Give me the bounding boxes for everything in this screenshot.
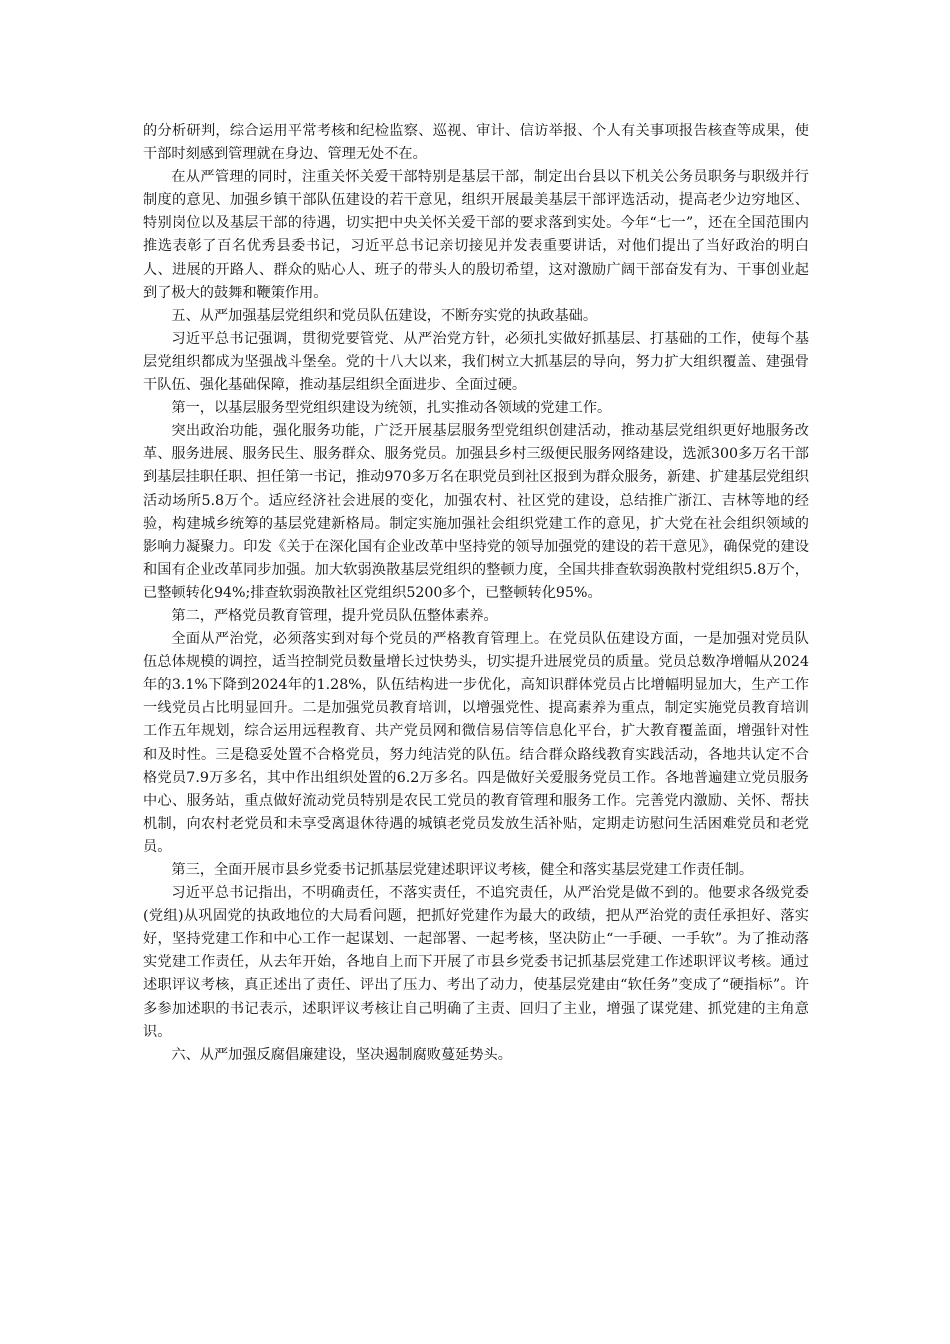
- document-body: [143, 120, 809, 1067]
- section-heading-6: 六、从严加强反腐倡廉建设，坚决遏制腐败蔓延势头。: [171, 1046, 512, 1063]
- paragraph-member-education: 全面从严治党，必须落实到对每个党员的严格教育管理上。在党员队伍建设方面，一是加强对党员队伍总体规模的调控，适当控制党员数量增长过快势头，切实提升进展党员的质量。党员总数净增幅从2024年的3.1%下降到2024年的1.28%，队伍结构进一步优化，高知识群体党员占比增幅明显加大，生产工作一线党员占比明显回升。二是加强党员教育培训，以增强党性、提高素养为重点，制定实施党员教育培训工作五年规划，综合运用远程教育、共产党员网和微信易信等信息化平台，扩大教育覆盖面，增强针对性和及时性。三是稳妥处置不合格党员，努力纯洁党的队伍。结合群众路线教育实践活动，各地共认定不合格党员7.9万多名，其中作出组织处置的6.2万多名。四是做好关爱服务党员工作。各地普遍建立党员服务中心、服务站，重点做好流动党员特别是农民工党员的教育管理和服务工作。完善党内激励、关怀、帮扶机制，向农村老党员和未享受离退休待遇的城镇老党员发放生活补贴，定期走访慰问生活困难党员和老党员。: [143, 631, 809, 855]
- paragraph-continuation: 的分析研判，综合运用平常考核和纪检监察、巡视、审计、信访举报、个人有关事项报告核查等成果，使干部时刻感到管理就在身边、管理无处不在。: [143, 123, 809, 163]
- subheading-first: 第一，以基层服务型党组织建设为统领，扎实推动各领域的党建工作。: [171, 400, 612, 417]
- subheading-second: 第二，严格党员教育管理，提升党员队伍整体素养。: [171, 607, 498, 624]
- paragraph-responsibility: 习近平总书记指出，不明确责任，不落实责任，不追究责任，从严治党是做不到的。他要求各级党委(党组)从巩固党的执政地位的大局看问题，把抓好党建作为最大的政绩，把从严治党的责任承担好、落实好，坚持党建工作和中心工作一起谋划、一起部署、一起考核，坚决防止“一手硬、一手软”。为了推动落实党建工作责任，从去年开始，各地自上而下开展了市县乡党委书记抓基层党建工作述职评议考核。通过述职评议考核，真正述出了责任、评出了压力、考出了动力，使基层党建由“软任务”变成了“硬指标”。许多参加述职的书记表示，述职评议考核让自己明确了主责、回归了主业，增强了谋党建、抓党建的主角意识。: [143, 885, 809, 1040]
- paragraph-service-organizations: 突出政治功能，强化服务功能，广泛开展基层服务型党组织创建活动，推动基层党组织更好地服务改革、服务进展、服务民生、服务群众、服务党员。加强县乡村三级便民服务网络建设，选派300多万名干部到基层挂职任职、担任第一书记，推动970多万名在职党员到社区报到为群众服务，新建、扩建基层党组织活动场所5.8万个。适应经济社会进展的变化，加强农村、社区党的建设，总结推广浙江、吉林等地的经验，构建城乡统筹的基层党建新格局。制定实施加强社会组织党建工作的意见，扩大党在社会组织领域的影响力凝聚力。印发《关于在深化国有企业改革中坚持党的领导加强党的建设的若干意见》，确保党的建设和国有企业改革同步加强。加大软弱涣散基层党组织的整顿力度，全国共排查软弱涣散村党组织5.8万个，已整顿转化94%;排查软弱涣散社区党组织5200多个，已整顿转化95%。: [143, 423, 809, 601]
- section-heading-5: 五、从严加强基层党组织和党员队伍建设，不断夯实党的执政基础。: [171, 307, 598, 324]
- subheading-third: 第三，全面开展市县乡党委书记抓基层党建述职评议考核，健全和落实基层党建工作责任制。: [171, 862, 754, 878]
- paragraph-grassroots-intro: 习近平总书记强调，贯彻党要管党、从严治党方针，必须扎实做好抓基层、打基础的工作，使每个基层党组织都成为坚强战斗堡垒。党的十八大以来，我们树立大抓基层的导向，努力扩大组织覆盖、建强骨干队伍、强化基础保障，推动基层组织全面进步、全面过硬。: [143, 330, 809, 394]
- paragraph-cadre-care: 在从严管理的同时，注重关怀关爱干部特别是基层干部，制定出台县以下机关公务员职务与职级并行制度的意见、加强乡镇干部队伍建设的若干意见，组织开展最美基层干部评选活动，提高老少边穷地区、特别岗位以及基层干部的待遇，切实把中央关怀关爱干部的要求落到实处。今年“七一”，还在全国范围内推选表彰了百名优秀县委书记，习近平总书记亲切接见并发表重要讲话，对他们提出了当好政治的明白人、进展的开路人、群众的贴心人、班子的带头人的殷切希望，这对激励广阔干部奋发有为、干事创业起到了极大的鼓舞和鞭策作用。: [143, 169, 809, 301]
